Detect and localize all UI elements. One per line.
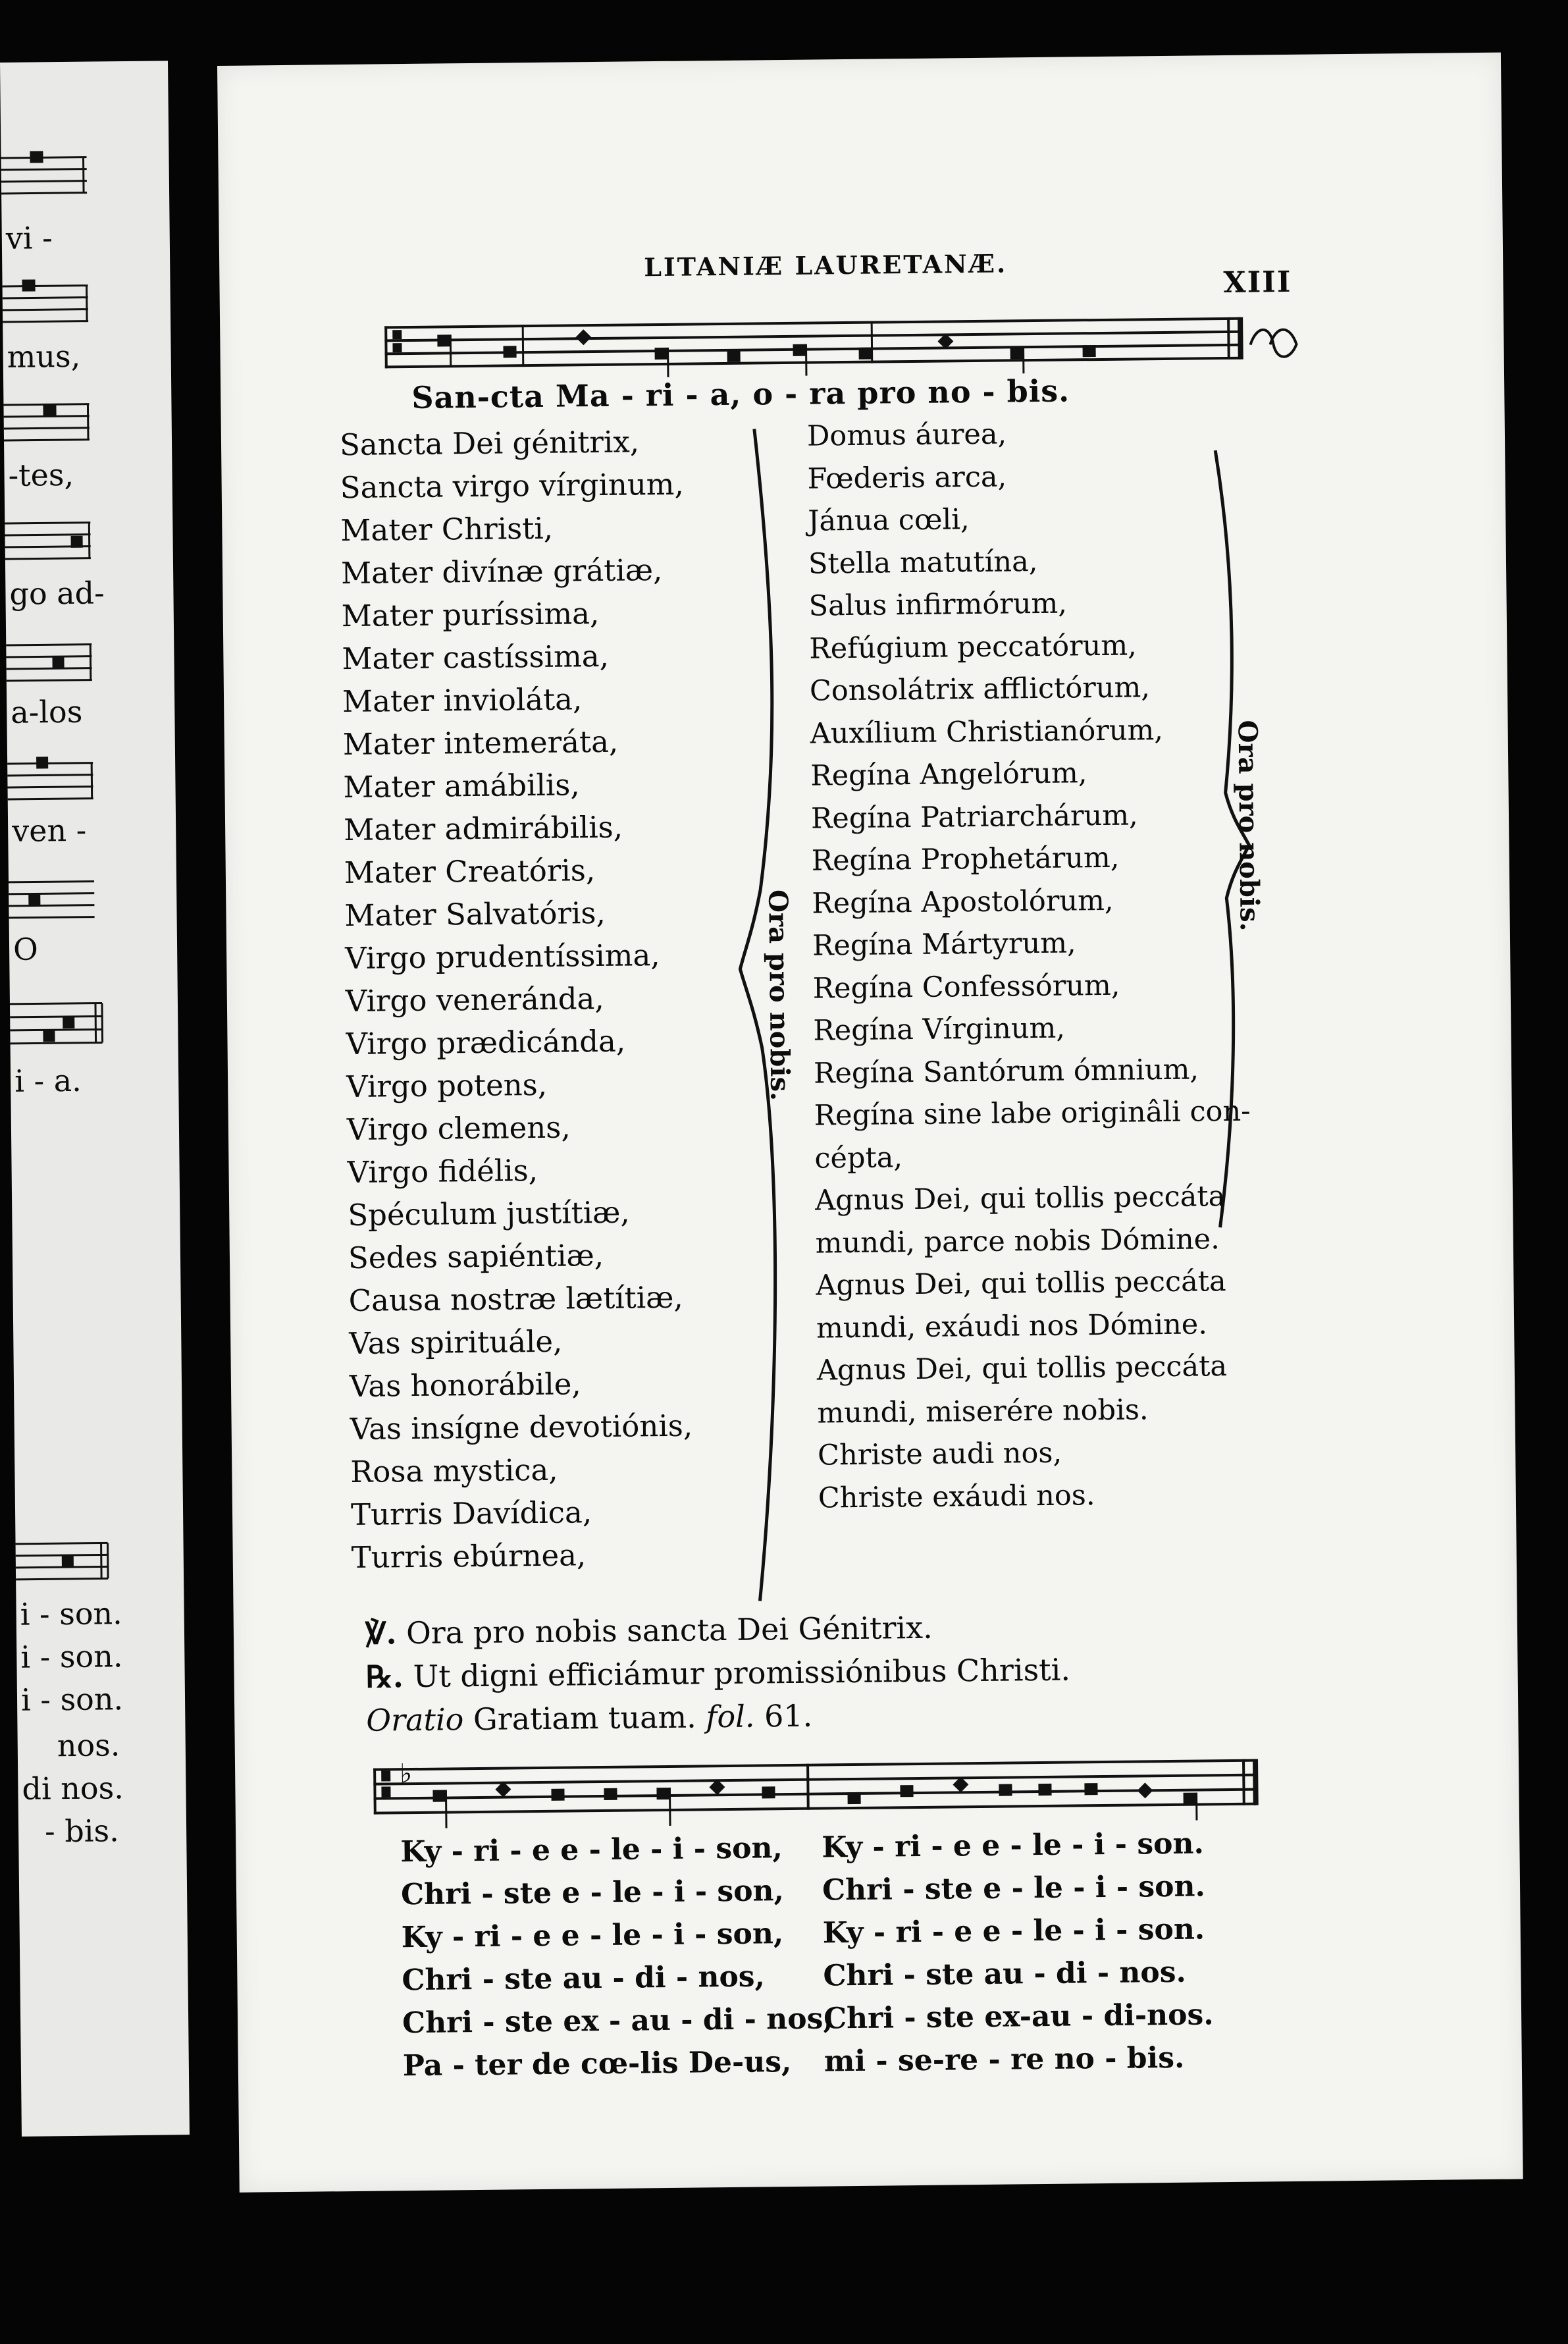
invocation: Regína Prophetárum,: [811, 841, 1120, 878]
invocation: cépta,: [814, 1140, 903, 1175]
invocations-left-column: [340, 420, 695, 1579]
fragment-text: - bis.: [44, 1813, 119, 1850]
invocation: Mater invioláta,: [342, 681, 583, 720]
kyrie-line-a: Chri - ste ex - au - di - nos,: [402, 2002, 833, 2040]
response-ora-pro-nobis-right: Ora pro nobis.: [1232, 720, 1265, 932]
invocation: mundi, exáudi nos Dómine.: [816, 1307, 1208, 1345]
oratio-number: 61.: [764, 1697, 813, 1734]
response-text: Ut digni efficiámur promissiónibus Christi.: [413, 1651, 1071, 1695]
invocation: Christe exáudi nos.: [818, 1478, 1095, 1515]
staff-fragment: [3, 397, 103, 444]
invocation: Regína Confessórum,: [812, 969, 1120, 1005]
invocation: Vas honorábile,: [349, 1366, 581, 1404]
staff-fragment: [9, 874, 108, 922]
invocation: mundi, parce nobis Dómine.: [815, 1222, 1220, 1260]
staff-fragment: [2, 279, 101, 326]
invocation: Consolátrix afflictórum,: [809, 671, 1151, 708]
invocation: Regína sine labe originâli con-: [814, 1094, 1251, 1132]
music-staff-top: [384, 305, 1307, 387]
fragment-text: i - son.: [20, 1681, 124, 1718]
end-flourish-icon: [1250, 329, 1296, 357]
fragment-text: i - son.: [20, 1638, 123, 1675]
staff-fragment: [6, 637, 105, 685]
staff-fragment: [1, 150, 100, 198]
invocation: Mater Creatóris,: [344, 853, 596, 891]
facing-page-fragment: [0, 61, 190, 2136]
page-number: XIII: [1223, 265, 1292, 300]
invocation: Causa nostræ lætítiæ,: [348, 1279, 683, 1319]
invocation: Auxílium Christianórum,: [810, 713, 1164, 751]
staff-fragment: [5, 516, 104, 563]
invocation: Regína Angelórum,: [810, 757, 1087, 793]
fragment-text: i - son.: [20, 1595, 123, 1632]
invocations-right-column: [807, 411, 1255, 1520]
invocation: Regína Patriarchárum,: [810, 798, 1138, 836]
invocation: Mater intemeráta,: [342, 724, 619, 762]
invocation: Regína Vírginum,: [813, 1011, 1066, 1048]
kyrie-line-a: Ky - ri - e e - le - i - son,: [400, 1831, 783, 1869]
fragment-text: go ad-: [9, 575, 105, 612]
invocation: Vas spirituále,: [349, 1323, 563, 1362]
invocation: Refúgium peccatórum,: [809, 628, 1137, 666]
invocation: Mater castíssima,: [342, 638, 610, 677]
invocation: Virgo clemens,: [346, 1109, 571, 1148]
invocation: Agnus Dei, qui tollis peccáta: [814, 1180, 1226, 1217]
flat-icon: ♭: [399, 1759, 413, 1790]
invocation: Mater admirábilis,: [343, 809, 623, 848]
invocation: Christe audi nos,: [817, 1436, 1062, 1472]
invocation: Mater Christi,: [340, 510, 554, 548]
fragment-text: O: [13, 931, 39, 967]
fragment-text: di nos.: [22, 1770, 124, 1807]
invocation: Mater divínæ grátiæ,: [340, 552, 663, 591]
kyrie-line-a: Ky - ri - e e - le - i - son,: [401, 1917, 784, 1955]
fragment-text: mus,: [7, 338, 81, 375]
fragment-text: ven -: [11, 812, 87, 849]
kyrie-line-b: mi - se-re - re no - bis.: [823, 2040, 1185, 2079]
invocation: Regína Santórum ómnium,: [813, 1052, 1199, 1090]
kyrie-line-b: Chri - ste au - di - nos.: [823, 1955, 1187, 1993]
invocation: Virgo fidélis,: [347, 1152, 538, 1190]
response-line: [365, 1648, 1070, 1699]
invocation: mundi, miserére nobis.: [817, 1393, 1149, 1430]
invocation: Sedes sapiéntiæ,: [348, 1237, 604, 1276]
kyrie-line-a: Chri - ste au - di - nos,: [402, 1959, 766, 1998]
invocation: Mater Salvatóris,: [344, 895, 606, 934]
invocation: Salus infirmórum,: [808, 587, 1068, 623]
response-ora-pro-nobis: Ora pro nobis.: [762, 889, 796, 1102]
invocation: Virgo veneránda,: [345, 980, 604, 1019]
invocation: Vas insígne devotiónis,: [350, 1408, 693, 1447]
versicle-block: [365, 1605, 1071, 1742]
music-staff-kyrie: [373, 1747, 1282, 1835]
invocation: Mater amábilis,: [343, 767, 580, 805]
fragment-text: nos.: [57, 1727, 120, 1764]
invocation: Sancta Dei génitrix,: [339, 424, 640, 463]
fragment-text: vi -: [5, 220, 53, 256]
kyrie-line-b: Ky - ri - e e - le - i - son.: [822, 1826, 1205, 1865]
fragment-text: -tes,: [8, 456, 74, 493]
chant-lyric-top: San-cta Ma - ri - a, o - ra pro no - bis.: [411, 373, 1070, 415]
invocation: Fœderis arca,: [807, 460, 1007, 496]
invocation: Mater puríssima,: [341, 595, 600, 634]
kyrie-line-b: Chri - ste e - le - i - son.: [822, 1869, 1206, 1907]
invocation: Turris Davídica,: [350, 1495, 592, 1532]
invocation: Spéculum justítiæ,: [348, 1194, 630, 1233]
invocation: Turris ebúrnea,: [351, 1537, 587, 1575]
invocation: Stella matutína,: [808, 545, 1038, 581]
versicle-text: Ora pro nobis sancta Dei Génitrix.: [405, 1609, 933, 1651]
versicle-sign: ℣.: [365, 1615, 397, 1651]
kyrie-line-b: Chri - ste ex-au - di-nos.: [823, 1998, 1214, 2036]
kyrie-line-a: Pa - ter de cœ-lis De-us,: [402, 2045, 792, 2083]
response-sign: ℞.: [365, 1659, 404, 1695]
staff-fragment: [7, 756, 107, 803]
invocation: Domus áurea,: [806, 417, 1007, 453]
oratio-fol: fol.: [706, 1698, 755, 1735]
kyrie-line-b: Ky - ri - e e - le - i - son.: [822, 1912, 1205, 1950]
invocation: Regína Mártyrum,: [812, 926, 1076, 963]
oratio-text: Gratiam tuam.: [473, 1699, 697, 1738]
invocation: Regína Apostolórum,: [812, 884, 1114, 920]
fragment-text: i - a.: [14, 1062, 82, 1099]
running-head: LITANIÆ LAURETANÆ.: [644, 248, 1008, 282]
oratio-label: Oratio: [366, 1701, 464, 1738]
staff-fragment: [10, 990, 109, 1050]
invocation: Rosa mystica,: [350, 1452, 558, 1489]
oratio-line: [366, 1691, 1071, 1742]
versicle-line: [365, 1605, 1070, 1655]
invocation: Virgo potens,: [346, 1067, 548, 1105]
staff-fragment: [15, 1536, 115, 1584]
book-page: [217, 53, 1523, 2193]
invocation: Virgo prudentíssima,: [344, 938, 660, 976]
invocation: Sancta virgo vírginum,: [340, 466, 685, 506]
invocation: Agnus Dei, qui tollis peccáta: [816, 1350, 1228, 1387]
invocation: Jánua cœli,: [808, 503, 970, 538]
fragment-text: a-los: [11, 693, 83, 730]
invocation: Agnus Dei, qui tollis peccáta: [816, 1265, 1226, 1302]
invocation: Virgo prædicánda,: [346, 1023, 626, 1062]
kyrie-line-a: Chri - ste e - le - i - son,: [400, 1874, 785, 1912]
